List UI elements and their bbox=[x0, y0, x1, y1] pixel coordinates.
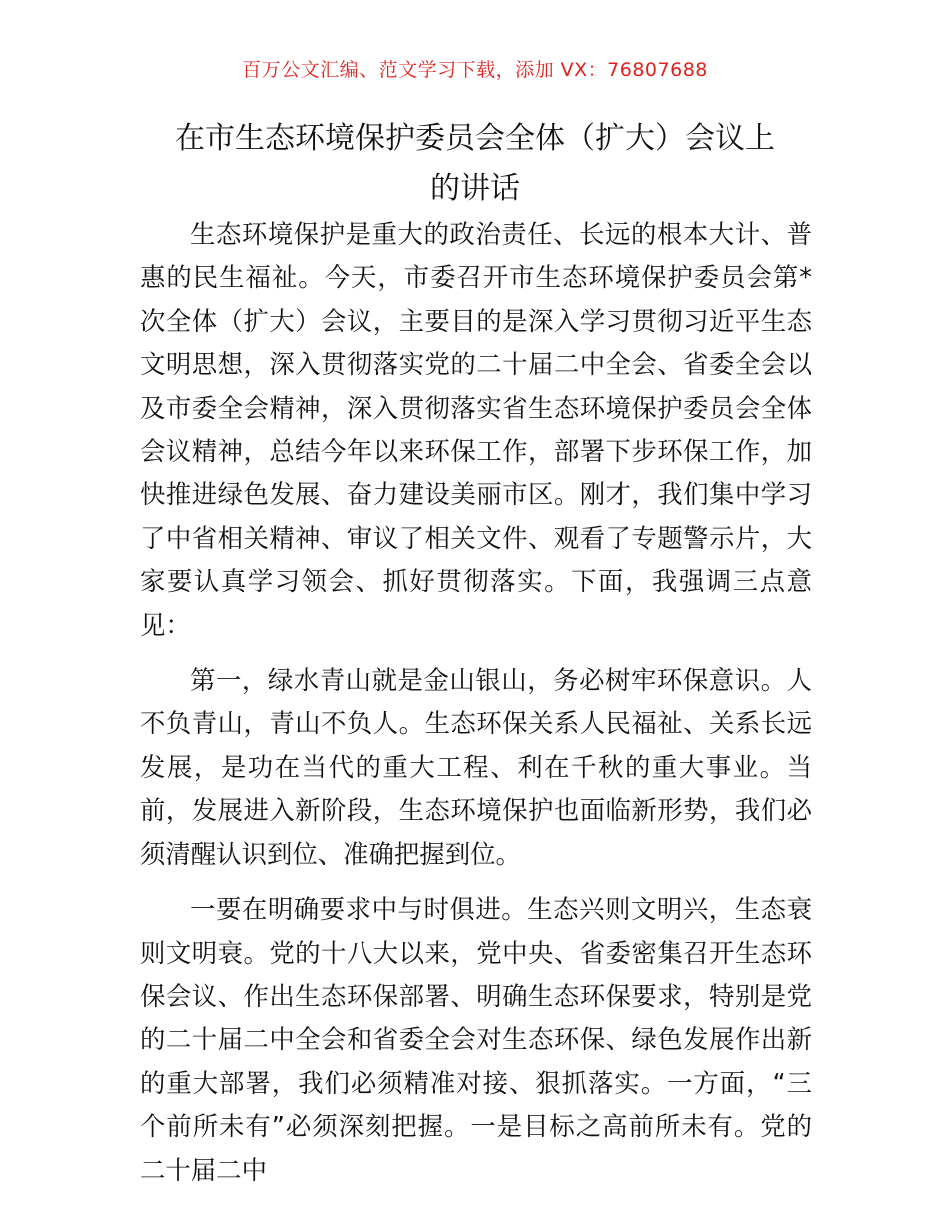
document-title bbox=[140, 114, 810, 214]
paragraph-requirement-one: 一要在明确要求中与时俱进。生态兴则文明兴，生态衰则文明衰。党的十八大以来，党中央、省委密集召开生态环保会议、作出生态环保部署、明确生态环保要求，特别是党的二十届二中全会和省委全会对生态环保、绿色发展作出新的重大部署，我们必须精准对接、狠抓落实。一方面，“三个前所未有”必须深刻把握。一是目标之高前所未有。党的二十届二中 bbox=[140, 894, 812, 1185]
title-line-1: 在市生态环境保护委员会全体（扩大）会议上 bbox=[175, 121, 775, 156]
paragraph-intro: 生态环境保护是重大的政治责任、长远的根本大计、普惠的民生福祉。今天，市委召开市生态环境保护委员会第*次全体（扩大）会议，主要目的是深入学习贯彻习近平生态文明思想，深入贯彻落实党的二十届二中全会、省委全会以及市委全会精神，深入贯彻落实省生态环境保护委员会全体会议精神，总结今年以来环保工作，部署下步环保工作，加快推进绿色发展、奋力建设美丽市区。刚才，我们集中学习了中省相关精神、审议了相关文件、观看了专题警示片，大家要认真学习领会、抓好贯彻落实。下面，我强调三点意见： bbox=[140, 219, 812, 640]
document-body bbox=[140, 213, 812, 1192]
title-line-2: 的讲话 bbox=[430, 171, 520, 206]
header-watermark-note: 百万公文汇编、范文学习下载，添加 VX：76807688 bbox=[242, 59, 708, 81]
paragraph-point-one: 第一，绿水青山就是金山银山，务必树牢环保意识。人不负青山，青山不负人。生态环保关系人民福祉、关系长远发展，是功在当代的重大工程、利在千秋的重大事业。当前，发展进入新阶段，生态环境保护也面临新形势，我们必须清醒认识到位、准确把握到位。 bbox=[140, 665, 812, 869]
